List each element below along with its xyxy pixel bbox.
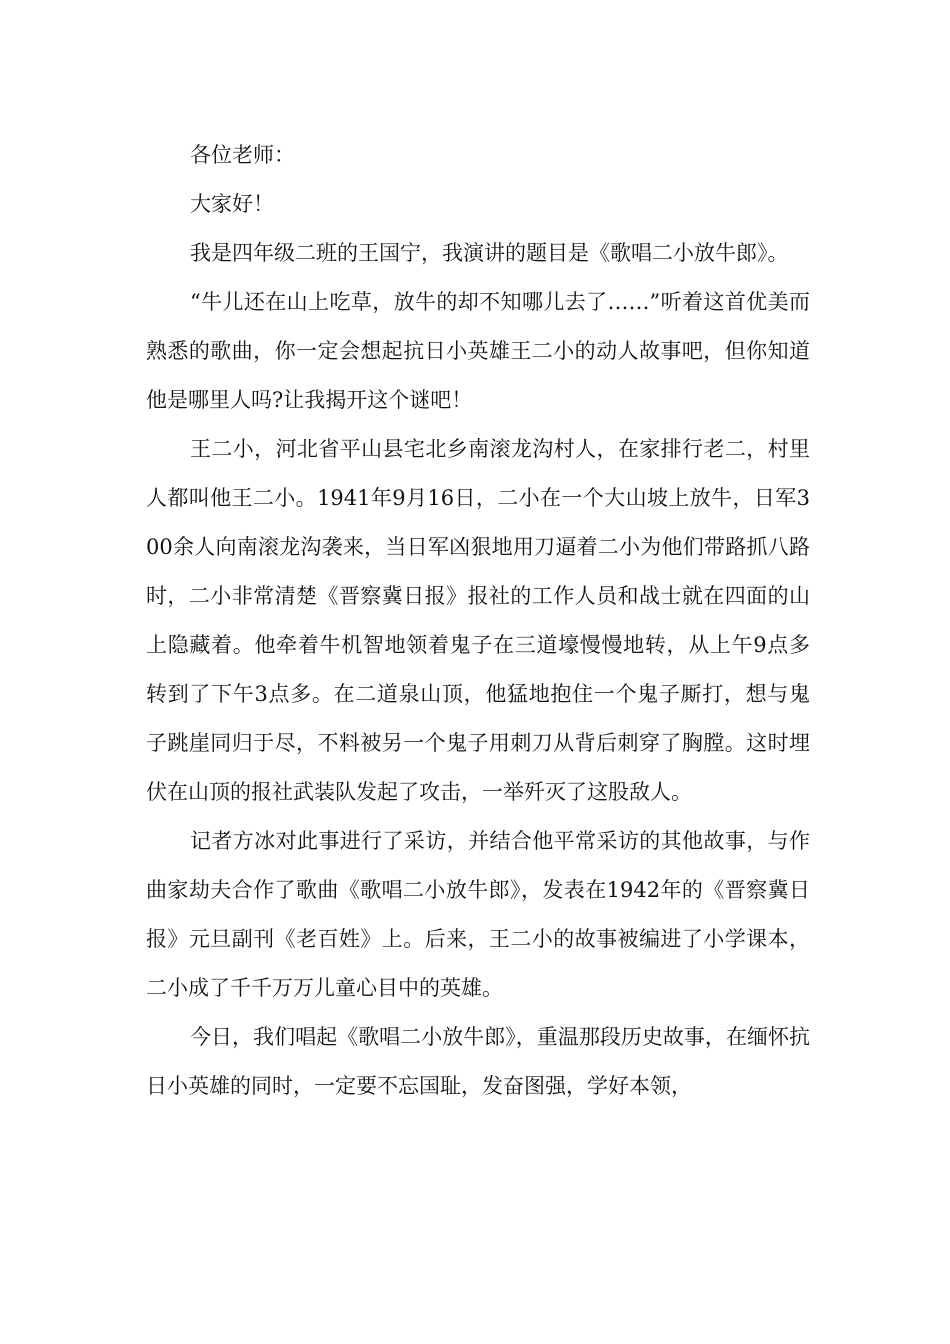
paragraph-reporter: 记者方冰对此事进行了采访，并结合他平常采访的其他故事，与作曲家劫夫合作了歌曲《歌唱二小放牛郎》，发表在1942年的《晋察冀日报》元旦副刊《老百姓》上。后来，王二小的故事被编进了小学课本，二小成了千千万万儿童心目中的英雄。 — [146, 829, 810, 1000]
paragraph-song: “牛儿还在山上吃草，放牛的却不知哪儿去了……”听着这首优美而熟悉的歌曲，你一定会想起抗日小英雄王二小的动人故事吧，但你知道他是哪里人吗?让我揭开这个谜吧！ — [146, 290, 810, 412]
greeting: 大家好！ — [190, 192, 274, 216]
speech-text — [146, 131, 810, 1111]
paragraph-intro: 我是四年级二班的王国宁，我演讲的题目是《歌唱二小放牛郎》。 — [190, 241, 789, 265]
paragraph-today: 今日，我们唱起《歌唱二小放牛郎》，重温那段历史故事，在缅怀抗日小英雄的同时，一定要不忘国耻，发奋图强，学好本领， — [146, 1025, 810, 1098]
salutation: 各位老师： — [190, 143, 295, 167]
paragraph-story: 王二小，河北省平山县宅北乡南滚龙沟村人，在家排行老二，村里人都叫他王二小。1941年9月16日，二小在一个大山坡上放牛，日军300余人向南滚龙沟袭来，当日军凶狠地用刀逼着二小为他们带路抓八路时，二小非常清楚《晋察冀日报》报社的工作人员和战士就在四面的山上隐藏着。他牵着牛机智地领着鬼子在三道壕慢慢地转，从上午9点多转到了下午3点多。在二道泉山顶，他猛地抱住一个鬼子厮打，想与鬼子跳崖同归于尽，不料被另一个鬼子用刺刀从背后刺穿了胸膛。这时埋伏在山顶的报社武装队发起了攻击，一举歼灭了这股敌人。 — [146, 437, 810, 804]
